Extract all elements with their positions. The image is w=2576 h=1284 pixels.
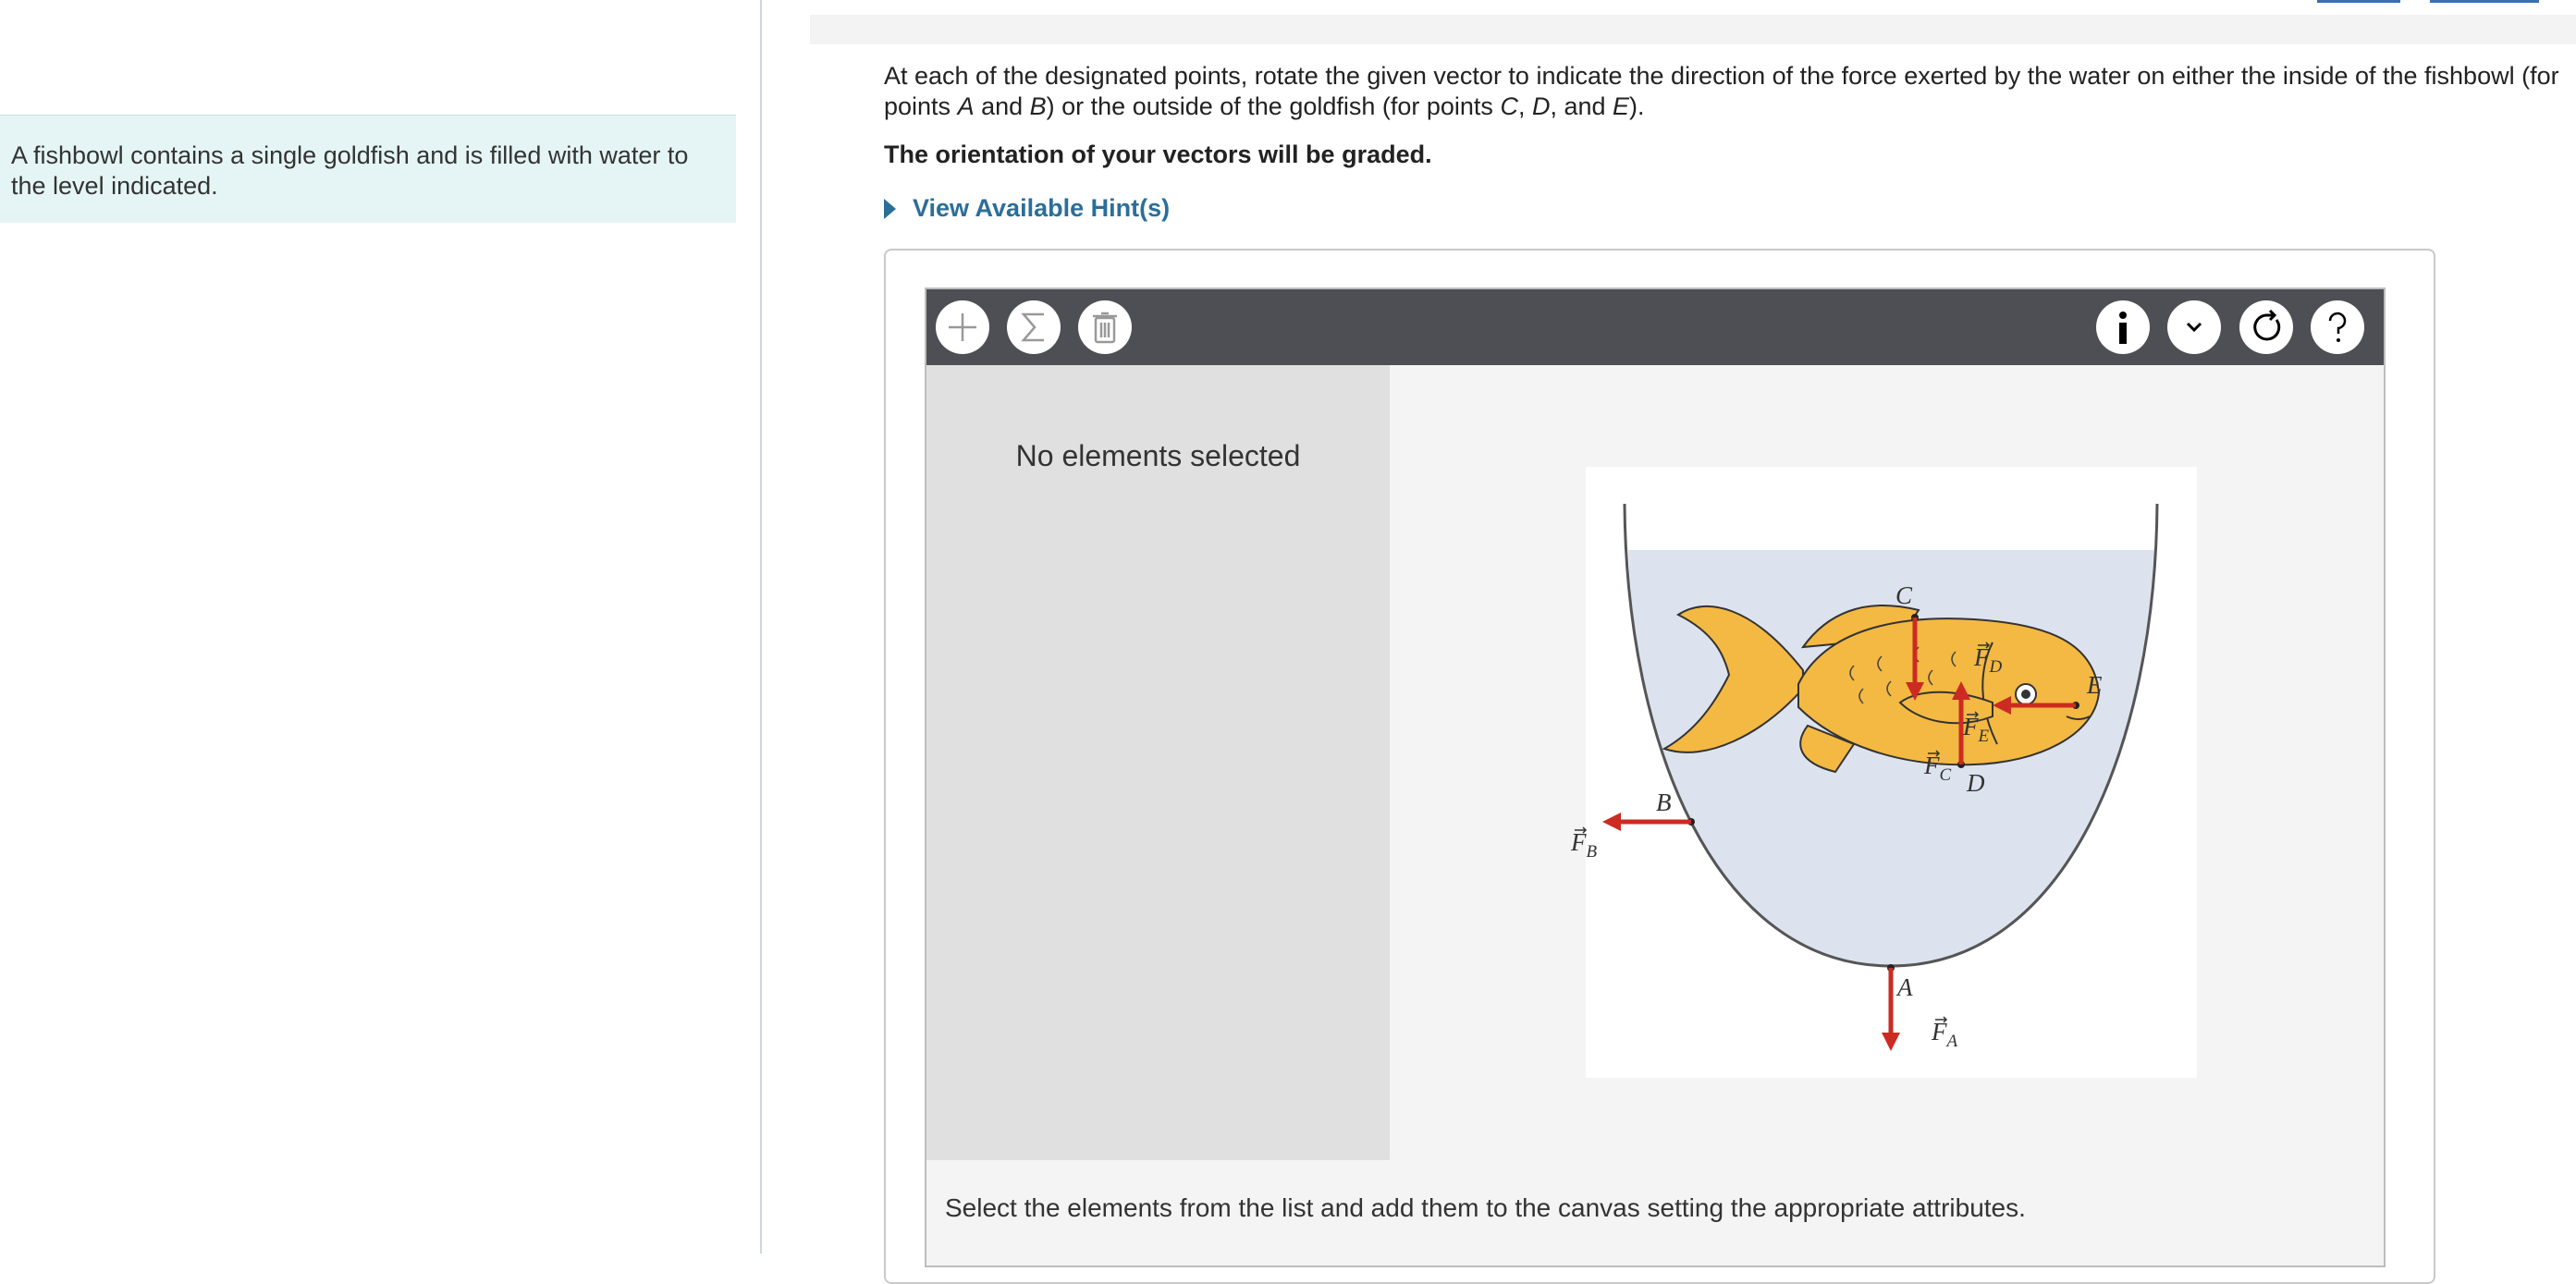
point-label-a: A (957, 92, 975, 120)
vector-label-f-a: $F_A$ (1932, 1018, 1958, 1051)
question-text-part: , (1517, 92, 1532, 120)
label-d: D (1967, 769, 1985, 797)
drawing-toolbar (926, 289, 2384, 365)
no-selection-message: No elements selected (1015, 439, 1301, 472)
view-hints-toggle[interactable] (884, 194, 1170, 223)
canvas-instructions: Select the elements from the list and add them to the canvas setting the appropriate attributes. (945, 1193, 2026, 1222)
vector-label-f-d: $F_D$ (1974, 643, 2003, 677)
label-e: E (2087, 671, 2103, 699)
problem-intro (0, 115, 736, 223)
point-label-e: E (1613, 92, 1630, 120)
expand-triangle-icon (884, 199, 896, 219)
vector-drawing-tool (925, 287, 2386, 1267)
info-button[interactable] (2096, 300, 2150, 354)
point-label-b: B (1029, 92, 1047, 120)
sigma-icon (1018, 311, 1049, 344)
chevron-down-icon (2180, 313, 2208, 341)
question-text-part: ) or the outside of the goldfish (for points (1046, 92, 1501, 120)
help-button[interactable] (2311, 300, 2364, 354)
question-text-part: ). (1629, 92, 1645, 120)
info-icon (2106, 309, 2140, 346)
point-label-d: D (1531, 92, 1551, 120)
reset-icon (2248, 309, 2285, 346)
delete-element-button[interactable] (1078, 300, 1132, 354)
sum-vectors-button[interactable] (1007, 300, 1061, 354)
grading-note: The orientation of your vectors will be graded. (884, 141, 1432, 168)
problem-intro-text: A fishbowl contains a single goldfish and is filled with water to the level indicated. (11, 141, 689, 200)
question-text-part: At each of the designated points, rotate the given vector to indicate the direction of the force exerted by the water on either the inside of the fishbowl (for points (884, 62, 2559, 120)
question-text (884, 61, 2576, 122)
add-element-button[interactable] (936, 300, 989, 354)
question-text-part: and (974, 92, 1030, 120)
fishbowl-figure (1571, 467, 2197, 1078)
label-c: C (1895, 581, 1913, 609)
plus-icon (946, 311, 979, 344)
top-link-2[interactable] (2430, 0, 2539, 3)
trash-icon (1091, 311, 1119, 344)
question-icon (2321, 309, 2354, 346)
drawing-canvas[interactable] (1390, 365, 2384, 1160)
element-list-pane (926, 365, 1390, 1160)
label-b: B (1656, 789, 1672, 816)
left-pane (0, 0, 760, 1253)
fish-pupil (2021, 690, 2030, 699)
top-link-1[interactable] (2317, 0, 2400, 3)
reset-button[interactable] (2239, 300, 2293, 354)
point-label-c: C (1500, 92, 1518, 120)
top-strip (810, 15, 2576, 44)
vector-label-f-c: $F_C$ (1924, 752, 1952, 785)
pane-divider[interactable] (760, 0, 762, 1253)
top-links (0, 0, 2576, 4)
question-text-part: , and (1550, 92, 1613, 120)
view-hints-label: View Available Hint(s) (913, 194, 1171, 222)
vector-label-f-e: $F_E$ (1963, 713, 1990, 746)
fishbowl-diagram (1571, 467, 2197, 1078)
label-a: A (1897, 973, 1913, 1001)
more-options-button[interactable] (2167, 300, 2221, 354)
vector-label-f-b: $F_B$ (1571, 828, 1598, 862)
